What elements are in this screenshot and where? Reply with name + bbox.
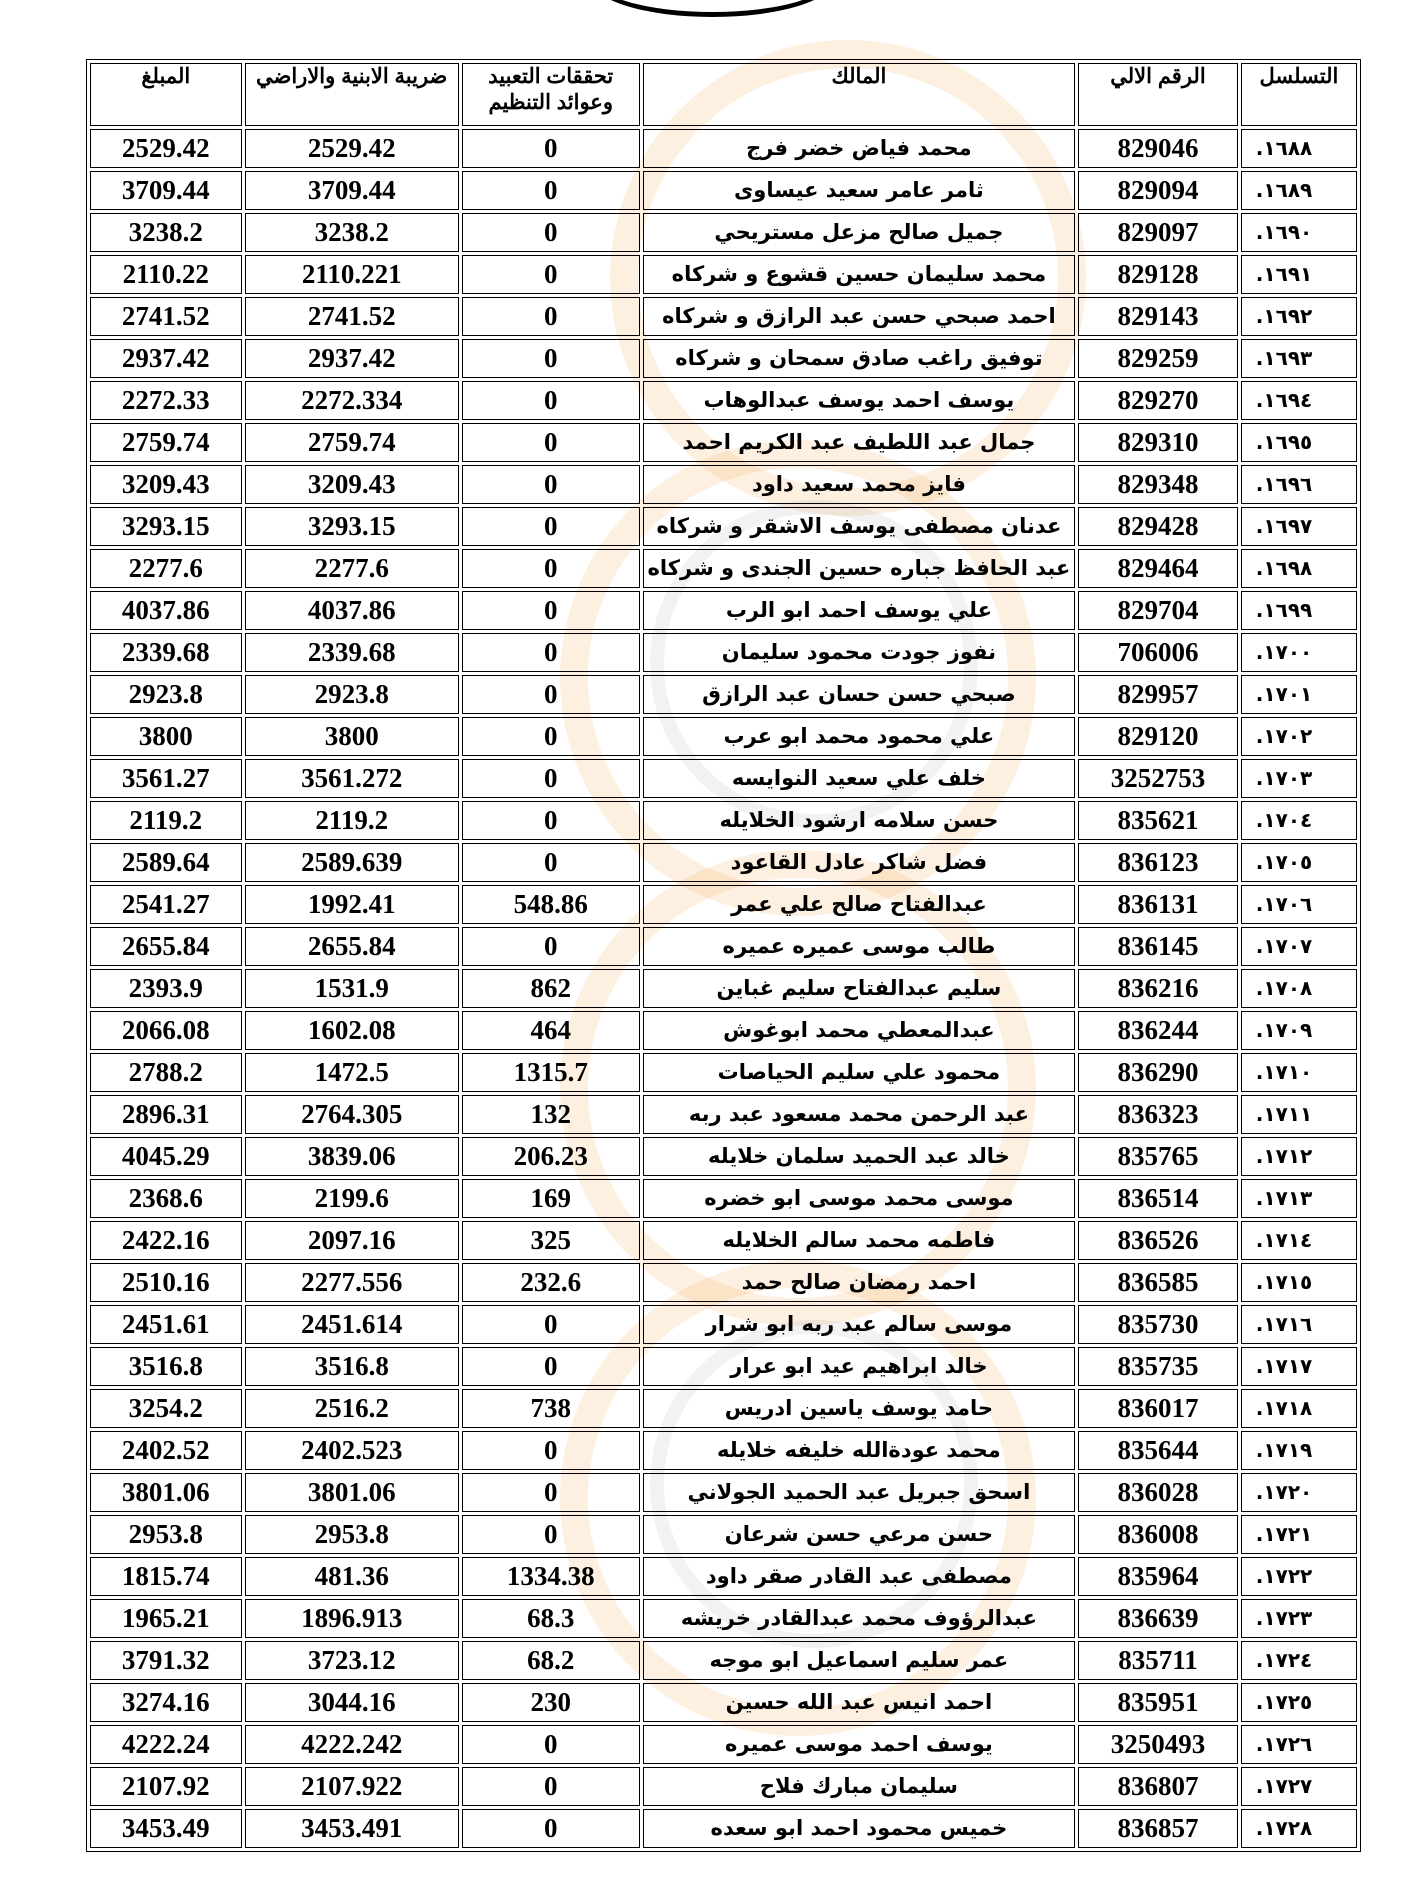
table-row [90,1767,1357,1806]
cell-seq: ١٧٠٦. [1241,885,1357,924]
cell-owner: توفيق راغب صادق سمحان و شركاه [643,339,1075,378]
table-row [90,1431,1357,1470]
table-row [90,1725,1357,1764]
cell-seq: ١٧٠١. [1241,675,1357,714]
cell-seq: ١٧١٨. [1241,1389,1357,1428]
cell-owner: جمال عبد اللطيف عبد الكريم احمد [643,423,1075,462]
cell-adjustments: 0 [462,171,640,210]
cell-seq: ١٧١٦. [1241,1305,1357,1344]
cell-seq: ١٦٩٠. [1241,213,1357,252]
table-row [90,1515,1357,1554]
cell-amount: 2119.2 [90,801,242,840]
cell-amount: 2277.6 [90,549,242,588]
cell-code: 836216 [1078,969,1238,1008]
cell-owner: نفوز جودت محمود سليمان [643,633,1075,672]
cell-amount: 2393.9 [90,969,242,1008]
cell-code: 836244 [1078,1011,1238,1050]
owners-tax-table [86,59,1361,1852]
cell-code: 836514 [1078,1179,1238,1218]
cell-owner: حسن سلامه ارشود الخلايله [643,801,1075,840]
cell-seq: ١٦٩٢. [1241,297,1357,336]
cell-code: 836323 [1078,1095,1238,1134]
cell-adjustments: 0 [462,843,640,882]
cell-owner: محمود علي سليم الحياصات [643,1053,1075,1092]
cell-adjustments: 132 [462,1095,640,1134]
table-row [90,633,1357,672]
cell-amount: 2110.22 [90,255,242,294]
header-amount: المبلغ [90,63,242,126]
cell-adjustments: 230 [462,1683,640,1722]
cell-owner: فايز محمد سعيد داود [643,465,1075,504]
table-row [90,1347,1357,1386]
cell-tax: 1992.41 [245,885,459,924]
cell-adjustments: 0 [462,423,640,462]
cell-owner: عبد الحافظ جباره حسين الجندى و شركاه [643,549,1075,588]
cell-owner: سليم عبدالفتاح سليم غباين [643,969,1075,1008]
cell-seq: ١٦٩٤. [1241,381,1357,420]
cell-adjustments: 0 [462,1431,640,1470]
cell-tax: 3709.44 [245,171,459,210]
cell-seq: ١٧٠٥. [1241,843,1357,882]
cell-tax: 2097.16 [245,1221,459,1260]
cell-adjustments: 325 [462,1221,640,1260]
table-row [90,1263,1357,1302]
cell-adjustments: 68.2 [462,1641,640,1680]
cell-adjustments: 738 [462,1389,640,1428]
cell-owner: خلف علي سعيد النوايسه [643,759,1075,798]
cell-seq: ١٧٢١. [1241,1515,1357,1554]
cell-code: 829046 [1078,129,1238,168]
cell-amount: 2759.74 [90,423,242,462]
cell-adjustments: 0 [462,1725,640,1764]
cell-amount: 3209.43 [90,465,242,504]
cell-owner: صبحي حسن حسان عبد الرازق [643,675,1075,714]
cell-code: 829097 [1078,213,1238,252]
cell-seq: ١٧٢٧. [1241,1767,1357,1806]
cell-code: 836807 [1078,1767,1238,1806]
cell-amount: 2107.92 [90,1767,242,1806]
cell-owner: يوسف احمد موسى عميره [643,1725,1075,1764]
cell-owner: عبدالمعطي محمد ابوغوش [643,1011,1075,1050]
cell-tax: 2402.523 [245,1431,459,1470]
cell-code: 836145 [1078,927,1238,966]
cell-tax: 2107.922 [245,1767,459,1806]
table-row [90,213,1357,252]
header-tax: ضريبة الابنية والاراضي [245,63,459,126]
cell-adjustments: 0 [462,801,640,840]
table-row [90,1053,1357,1092]
cell-owner: موسى محمد موسى ابو خضره [643,1179,1075,1218]
cell-amount: 2272.33 [90,381,242,420]
cell-seq: ١٦٩٣. [1241,339,1357,378]
cell-tax: 3293.15 [245,507,459,546]
cell-seq: ١٦٩٥. [1241,423,1357,462]
cell-amount: 4045.29 [90,1137,242,1176]
cell-tax: 2937.42 [245,339,459,378]
cell-amount: 3254.2 [90,1389,242,1428]
cell-owner: ثامر عامر سعيد عيساوى [643,171,1075,210]
table-row [90,843,1357,882]
cell-owner: طالب موسى عميره عميره [643,927,1075,966]
cell-code: 829348 [1078,465,1238,504]
cell-adjustments: 0 [462,255,640,294]
table-row [90,1095,1357,1134]
cell-amount: 3293.15 [90,507,242,546]
cell-owner: احمد رمضان صالح حمد [643,1263,1075,1302]
cell-amount: 2896.31 [90,1095,242,1134]
cell-tax: 2516.2 [245,1389,459,1428]
table-row [90,1389,1357,1428]
cell-tax: 3516.8 [245,1347,459,1386]
table-row [90,1305,1357,1344]
cell-seq: ١٧٠٤. [1241,801,1357,840]
table-row [90,675,1357,714]
cell-tax: 3800 [245,717,459,756]
cell-owner: حامد يوسف ياسين ادريس [643,1389,1075,1428]
cell-seq: ١٧١٠. [1241,1053,1357,1092]
cell-tax: 3801.06 [245,1473,459,1512]
cell-owner: فاطمه محمد سالم الخلايله [643,1221,1075,1260]
cell-code: 835730 [1078,1305,1238,1344]
cell-amount: 2741.52 [90,297,242,336]
table-row [90,1641,1357,1680]
cell-code: 829464 [1078,549,1238,588]
cell-tax: 1896.913 [245,1599,459,1638]
cell-amount: 2589.64 [90,843,242,882]
cell-seq: ١٧٠٩. [1241,1011,1357,1050]
cell-owner: سليمان مبارك فلاح [643,1767,1075,1806]
cell-adjustments: 0 [462,465,640,504]
cell-amount: 2953.8 [90,1515,242,1554]
cell-seq: ١٦٩٧. [1241,507,1357,546]
cell-adjustments: 0 [462,507,640,546]
cell-owner: خميس محمود احمد ابو سعده [643,1809,1075,1848]
cell-tax: 1531.9 [245,969,459,1008]
cell-seq: ١٧١٥. [1241,1263,1357,1302]
cell-adjustments: 0 [462,759,640,798]
cell-code: 835644 [1078,1431,1238,1470]
table-row [90,885,1357,924]
cell-code: 829120 [1078,717,1238,756]
cell-amount: 1965.21 [90,1599,242,1638]
cell-seq: ١٧١٤. [1241,1221,1357,1260]
cell-owner: علي محمود محمد ابو عرب [643,717,1075,756]
cell-tax: 2339.68 [245,633,459,672]
cell-owner: علي يوسف احمد ابو الرب [643,591,1075,630]
header-code: الرقم الالي [1078,63,1238,126]
cell-code: 836008 [1078,1515,1238,1554]
table-row [90,1179,1357,1218]
table-row [90,507,1357,546]
cell-amount: 2529.42 [90,129,242,168]
cell-tax: 4222.242 [245,1725,459,1764]
table-row [90,1599,1357,1638]
cell-adjustments: 0 [462,213,640,252]
cell-amount: 2788.2 [90,1053,242,1092]
cell-tax: 4037.86 [245,591,459,630]
table-row [90,129,1357,168]
header-owner: المالك [643,63,1075,126]
cell-seq: ١٧٢٢. [1241,1557,1357,1596]
cell-amount: 4222.24 [90,1725,242,1764]
cell-tax: 3839.06 [245,1137,459,1176]
cell-code: 836131 [1078,885,1238,924]
cell-owner: عدنان مصطفى يوسف الاشقر و شركاه [643,507,1075,546]
cell-adjustments: 232.6 [462,1263,640,1302]
cell-code: 836585 [1078,1263,1238,1302]
cell-seq: ١٧١٧. [1241,1347,1357,1386]
cell-code: 835621 [1078,801,1238,840]
table-header-row [90,63,1357,126]
cell-amount: 2937.42 [90,339,242,378]
cell-owner: عبدالفتاح صالح علي عمر [643,885,1075,924]
table-row [90,1473,1357,1512]
table-row [90,465,1357,504]
cell-seq: ١٧١٣. [1241,1179,1357,1218]
cell-adjustments: 0 [462,297,640,336]
cell-amount: 3801.06 [90,1473,242,1512]
cell-owner: احمد صبحي حسن عبد الرازق و شركاه [643,297,1075,336]
cell-seq: ١٧٠٣. [1241,759,1357,798]
cell-code: 836017 [1078,1389,1238,1428]
cell-code: 829310 [1078,423,1238,462]
table-row [90,255,1357,294]
top-arc-decoration [590,0,835,17]
table-row [90,759,1357,798]
cell-tax: 2277.6 [245,549,459,588]
table-row [90,801,1357,840]
cell-seq: ١٧١٢. [1241,1137,1357,1176]
cell-code: 836639 [1078,1599,1238,1638]
table-row [90,1557,1357,1596]
cell-tax: 2589.639 [245,843,459,882]
cell-seq: ١٦٩٨. [1241,549,1357,588]
cell-code: 829428 [1078,507,1238,546]
cell-owner: محمد فياض خضر فرج [643,129,1075,168]
cell-code: 836857 [1078,1809,1238,1848]
cell-adjustments: 0 [462,633,640,672]
cell-owner: جميل صالح مزعل مستريحي [643,213,1075,252]
cell-code: 829128 [1078,255,1238,294]
cell-adjustments: 0 [462,339,640,378]
cell-code: 3250493 [1078,1725,1238,1764]
cell-amount: 1815.74 [90,1557,242,1596]
cell-adjustments: 0 [462,381,640,420]
table-row [90,1221,1357,1260]
cell-seq: ١٧٠٢. [1241,717,1357,756]
header-seq: التسلسل [1241,63,1357,126]
cell-tax: 2451.614 [245,1305,459,1344]
cell-owner: عبدالرؤوف محمد عبدالقادر خريشه [643,1599,1075,1638]
cell-code: 829957 [1078,675,1238,714]
cell-code: 829704 [1078,591,1238,630]
cell-seq: ١٧٢٨. [1241,1809,1357,1848]
cell-amount: 4037.86 [90,591,242,630]
cell-adjustments: 1315.7 [462,1053,640,1092]
table-row [90,171,1357,210]
cell-amount: 2422.16 [90,1221,242,1260]
cell-owner: محمد سليمان حسين قشوع و شركاه [643,255,1075,294]
cell-owner: مصطفى عبد القادر صقر داود [643,1557,1075,1596]
cell-code: 829259 [1078,339,1238,378]
cell-owner: عمر سليم اسماعيل ابو موجه [643,1641,1075,1680]
cell-amount: 3274.16 [90,1683,242,1722]
cell-amount: 2541.27 [90,885,242,924]
cell-owner: خالد ابراهيم عيد ابو عرار [643,1347,1075,1386]
cell-amount: 2655.84 [90,927,242,966]
table-row [90,339,1357,378]
cell-code: 829143 [1078,297,1238,336]
cell-code: 829270 [1078,381,1238,420]
cell-tax: 2655.84 [245,927,459,966]
cell-seq: ١٧٢٥. [1241,1683,1357,1722]
cell-code: 3252753 [1078,759,1238,798]
table-row [90,297,1357,336]
cell-tax: 1602.08 [245,1011,459,1050]
cell-amount: 3238.2 [90,213,242,252]
cell-adjustments: 0 [462,717,640,756]
cell-code: 836526 [1078,1221,1238,1260]
cell-owner: احمد انيس عبد الله حسين [643,1683,1075,1722]
cell-tax: 3044.16 [245,1683,459,1722]
cell-adjustments: 0 [462,1473,640,1512]
cell-tax: 2272.334 [245,381,459,420]
cell-seq: ١٧٠٠. [1241,633,1357,672]
cell-adjustments: 0 [462,1347,640,1386]
cell-tax: 3723.12 [245,1641,459,1680]
cell-adjustments: 0 [462,1515,640,1554]
cell-amount: 2066.08 [90,1011,242,1050]
cell-owner: فضل شاكر عادل القاعود [643,843,1075,882]
cell-adjustments: 0 [462,129,640,168]
cell-tax: 3561.272 [245,759,459,798]
cell-seq: ١٧٢٤. [1241,1641,1357,1680]
cell-code: 836028 [1078,1473,1238,1512]
cell-tax: 2953.8 [245,1515,459,1554]
cell-owner: خالد عبد الحميد سلمان خلايله [643,1137,1075,1176]
table-row [90,1011,1357,1050]
cell-seq: ١٧٢٣. [1241,1599,1357,1638]
cell-seq: ١٦٨٨. [1241,129,1357,168]
cell-adjustments: 0 [462,927,640,966]
table-row [90,591,1357,630]
cell-adjustments: 0 [462,1767,640,1806]
cell-amount: 2451.61 [90,1305,242,1344]
cell-amount: 3516.8 [90,1347,242,1386]
cell-code: 835951 [1078,1683,1238,1722]
cell-seq: ١٧٢٦. [1241,1725,1357,1764]
cell-adjustments: 548.86 [462,885,640,924]
table-row [90,717,1357,756]
cell-adjustments: 0 [462,549,640,588]
cell-tax: 481.36 [245,1557,459,1596]
cell-seq: ١٧٢٠. [1241,1473,1357,1512]
table-row [90,381,1357,420]
cell-seq: ١٧٠٧. [1241,927,1357,966]
cell-adjustments: 1334.38 [462,1557,640,1596]
cell-tax: 2529.42 [245,129,459,168]
table-row [90,927,1357,966]
cell-amount: 2923.8 [90,675,242,714]
cell-amount: 3791.32 [90,1641,242,1680]
cell-tax: 2764.305 [245,1095,459,1134]
cell-tax: 2199.6 [245,1179,459,1218]
cell-owner: موسى سالم عبد ربه ابو شرار [643,1305,1075,1344]
cell-tax: 3209.43 [245,465,459,504]
cell-owner: اسحق جبريل عبد الحميد الجولاني [643,1473,1075,1512]
cell-tax: 1472.5 [245,1053,459,1092]
cell-code: 835735 [1078,1347,1238,1386]
cell-tax: 2277.556 [245,1263,459,1302]
cell-adjustments: 464 [462,1011,640,1050]
table-row [90,1683,1357,1722]
cell-seq: ١٧١١. [1241,1095,1357,1134]
cell-amount: 3561.27 [90,759,242,798]
cell-tax: 2741.52 [245,297,459,336]
cell-code: 835765 [1078,1137,1238,1176]
cell-owner: حسن مرعي حسن شرعان [643,1515,1075,1554]
cell-code: 835711 [1078,1641,1238,1680]
cell-code: 829094 [1078,171,1238,210]
cell-amount: 3709.44 [90,171,242,210]
table-row [90,969,1357,1008]
cell-tax: 2119.2 [245,801,459,840]
cell-amount: 3800 [90,717,242,756]
table-row [90,1809,1357,1848]
cell-adjustments: 0 [462,1809,640,1848]
cell-owner: محمد عودةالله خليفه خلايله [643,1431,1075,1470]
cell-tax: 2759.74 [245,423,459,462]
cell-tax: 2923.8 [245,675,459,714]
cell-adjustments: 169 [462,1179,640,1218]
cell-code: 706006 [1078,633,1238,672]
cell-seq: ١٦٩٩. [1241,591,1357,630]
cell-amount: 2510.16 [90,1263,242,1302]
cell-tax: 3238.2 [245,213,459,252]
cell-amount: 2402.52 [90,1431,242,1470]
cell-owner: يوسف احمد يوسف عبدالوهاب [643,381,1075,420]
table-row [90,1137,1357,1176]
cell-owner: عبد الرحمن محمد مسعود عبد ربه [643,1095,1075,1134]
cell-seq: ١٧٠٨. [1241,969,1357,1008]
cell-seq: ١٦٩١. [1241,255,1357,294]
cell-adjustments: 206.23 [462,1137,640,1176]
header-adjustments: تحققات التعبيد وعوائد التنظيم [462,63,640,126]
cell-adjustments: 0 [462,591,640,630]
cell-code: 835964 [1078,1557,1238,1596]
cell-amount: 2368.6 [90,1179,242,1218]
cell-tax: 2110.221 [245,255,459,294]
cell-adjustments: 0 [462,1305,640,1344]
cell-amount: 2339.68 [90,633,242,672]
cell-adjustments: 68.3 [462,1599,640,1638]
cell-tax: 3453.491 [245,1809,459,1848]
cell-amount: 3453.49 [90,1809,242,1848]
table-row [90,423,1357,462]
cell-adjustments: 862 [462,969,640,1008]
cell-seq: ١٦٩٦. [1241,465,1357,504]
cell-code: 836123 [1078,843,1238,882]
cell-seq: ١٦٨٩. [1241,171,1357,210]
table-row [90,549,1357,588]
cell-code: 836290 [1078,1053,1238,1092]
cell-adjustments: 0 [462,675,640,714]
cell-seq: ١٧١٩. [1241,1431,1357,1470]
